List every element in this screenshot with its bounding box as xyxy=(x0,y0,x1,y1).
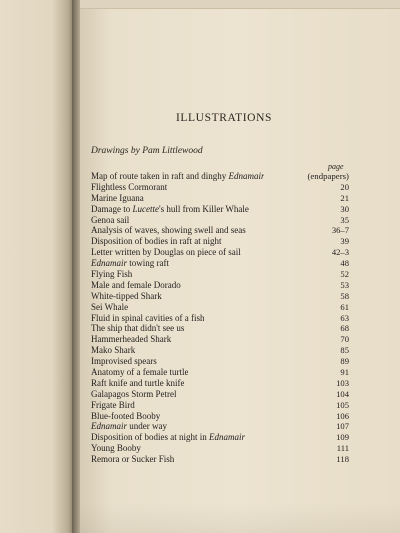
entry-title-text: Genoa sail xyxy=(91,214,130,225)
list-item xyxy=(91,356,349,367)
entry-page-number: 109 xyxy=(336,432,349,443)
entry-page-number: 20 xyxy=(340,181,349,192)
list-item xyxy=(91,302,349,313)
entry-page-number: 105 xyxy=(336,399,349,410)
entry-page-number: 103 xyxy=(336,377,349,388)
entry-title-text: Analysis of waves, showing swell and seas xyxy=(91,225,246,236)
entry-title xyxy=(91,378,184,389)
entry-title-text: Improvised spears xyxy=(91,356,157,367)
entry-title-text: Young Booby xyxy=(91,443,141,454)
list-item xyxy=(91,367,349,378)
entry-page-number: 111 xyxy=(336,443,349,454)
entry-title xyxy=(91,334,171,345)
entry-title xyxy=(91,411,160,422)
entry-page-number: 104 xyxy=(336,388,349,399)
illustrator-credit: Drawings by Pam Littlewood xyxy=(91,146,203,156)
entry-title xyxy=(91,302,128,313)
entry-title xyxy=(91,389,176,400)
entry-page-number: 36–7 xyxy=(331,225,349,236)
entry-title-text: Blue-footed Booby xyxy=(91,410,161,421)
entry-page-number: 48 xyxy=(340,258,349,269)
page-top-edge xyxy=(80,0,400,9)
entry-title-text: 's hull from Killer Whale xyxy=(158,203,249,214)
entry-title xyxy=(91,258,169,269)
entry-title xyxy=(91,280,181,291)
entry-title-text: Fluid in spinal cavities of a fish xyxy=(91,312,205,323)
list-item xyxy=(91,432,349,443)
entry-page-number: 107 xyxy=(336,421,349,432)
list-item xyxy=(91,182,349,193)
entry-title xyxy=(91,236,222,247)
list-item xyxy=(91,454,349,465)
entry-title-text: Mako Shark xyxy=(91,345,136,356)
entry-title xyxy=(91,356,157,367)
entry-title-text: under way xyxy=(127,421,167,432)
entry-title xyxy=(91,269,132,280)
entry-title-text: Raft knife and turtle knife xyxy=(91,377,185,388)
page-column-label: page xyxy=(328,162,344,171)
entry-title xyxy=(91,171,264,182)
list-item xyxy=(91,345,349,356)
entry-title-text: Frigate Bird xyxy=(91,399,135,410)
entry-title-text: Letter written by Douglas on piece of sail xyxy=(91,247,241,258)
list-item xyxy=(91,291,349,302)
entry-title xyxy=(91,323,184,334)
page-shading xyxy=(80,503,400,533)
entry-page-number: 91 xyxy=(340,367,349,378)
entry-page-number: 85 xyxy=(340,345,349,356)
entry-title-text: Marine Iguana xyxy=(91,192,144,203)
entry-title-text: White-tipped Shark xyxy=(91,290,162,301)
list-item xyxy=(91,269,349,280)
left-page-edge xyxy=(0,0,74,533)
list-item xyxy=(91,421,349,432)
list-item xyxy=(91,247,349,258)
entry-title-text: Sei Whale xyxy=(91,301,129,312)
entry-title-text: Map of route taken in raft and dinghy xyxy=(91,171,229,181)
entry-page-number: 21 xyxy=(340,192,349,203)
list-item xyxy=(91,258,349,269)
list-item xyxy=(91,389,349,400)
entry-title xyxy=(91,204,249,215)
entry-title xyxy=(91,182,167,193)
entry-page-number: 63 xyxy=(340,312,349,323)
entry-title-text: Damage to xyxy=(91,203,133,214)
entry-page-number: 106 xyxy=(336,410,349,421)
page-heading: ILLUSTRATIONS xyxy=(176,112,272,124)
entry-page-number: 53 xyxy=(340,279,349,290)
entry-title-italic: Ednamair xyxy=(209,432,245,443)
list-item xyxy=(91,411,349,422)
entry-page-number: 35 xyxy=(340,214,349,225)
entry-page-number: 42–3 xyxy=(331,247,349,258)
list-item xyxy=(91,334,349,345)
entry-title xyxy=(91,454,174,465)
entry-title xyxy=(91,215,129,226)
list-item xyxy=(91,171,349,182)
list-item xyxy=(91,280,349,291)
entry-title-text: Disposition of bodies at night in xyxy=(91,432,209,443)
entry-page-number: 61 xyxy=(340,301,349,312)
entry-title-text: Male and female Dorado xyxy=(91,279,181,290)
list-item xyxy=(91,313,349,324)
list-item xyxy=(91,215,349,226)
entry-page-number: 118 xyxy=(336,454,349,465)
entry-title xyxy=(91,225,246,236)
entry-title-italic: Ednamair xyxy=(91,421,127,432)
entry-title-text: Galapagos Storm Petrel xyxy=(91,388,177,399)
entry-page-number: 52 xyxy=(340,269,349,280)
entry-title xyxy=(91,443,141,454)
entry-title-text: towing raft xyxy=(127,258,169,269)
list-item xyxy=(91,193,349,204)
entry-title-text: Flying Fish xyxy=(91,269,133,280)
entry-title-text: Hammerheaded Shark xyxy=(91,334,172,345)
entry-page-number: 68 xyxy=(340,323,349,334)
entry-title-italic: Ednamair xyxy=(91,258,127,269)
entry-title-text: Disposition of bodies in raft at night xyxy=(91,236,222,247)
entry-title xyxy=(91,421,167,432)
entry-title-italic: Ednamair xyxy=(228,171,265,181)
entry-title xyxy=(91,193,144,204)
list-item xyxy=(91,204,349,215)
entry-title xyxy=(91,400,135,411)
entry-page-number: 89 xyxy=(340,356,349,367)
list-item xyxy=(91,323,349,334)
entry-title-text: Flightless Cormorant xyxy=(91,181,168,192)
entry-title xyxy=(91,247,241,258)
entry-title xyxy=(91,291,162,302)
entry-title-text: Remora or Sucker Fish xyxy=(91,454,175,465)
list-item xyxy=(91,225,349,236)
illustrations-list xyxy=(91,171,349,465)
entry-page-number: (endpapers) xyxy=(307,171,349,181)
entry-title-italic: Lucette xyxy=(132,203,159,214)
entry-page-number: 39 xyxy=(340,236,349,247)
list-item xyxy=(91,400,349,411)
entry-title-text: Anatomy of a female turtle xyxy=(91,367,189,378)
entry-page-number: 30 xyxy=(340,203,349,214)
entry-title xyxy=(91,432,245,443)
list-item xyxy=(91,378,349,389)
entry-title-text: The ship that didn't see us xyxy=(91,323,185,334)
entry-title xyxy=(91,345,135,356)
entry-title xyxy=(91,367,188,378)
entry-page-number: 70 xyxy=(340,334,349,345)
list-item xyxy=(91,443,349,454)
list-item xyxy=(91,236,349,247)
entry-title xyxy=(91,313,204,324)
entry-page-number: 58 xyxy=(340,290,349,301)
